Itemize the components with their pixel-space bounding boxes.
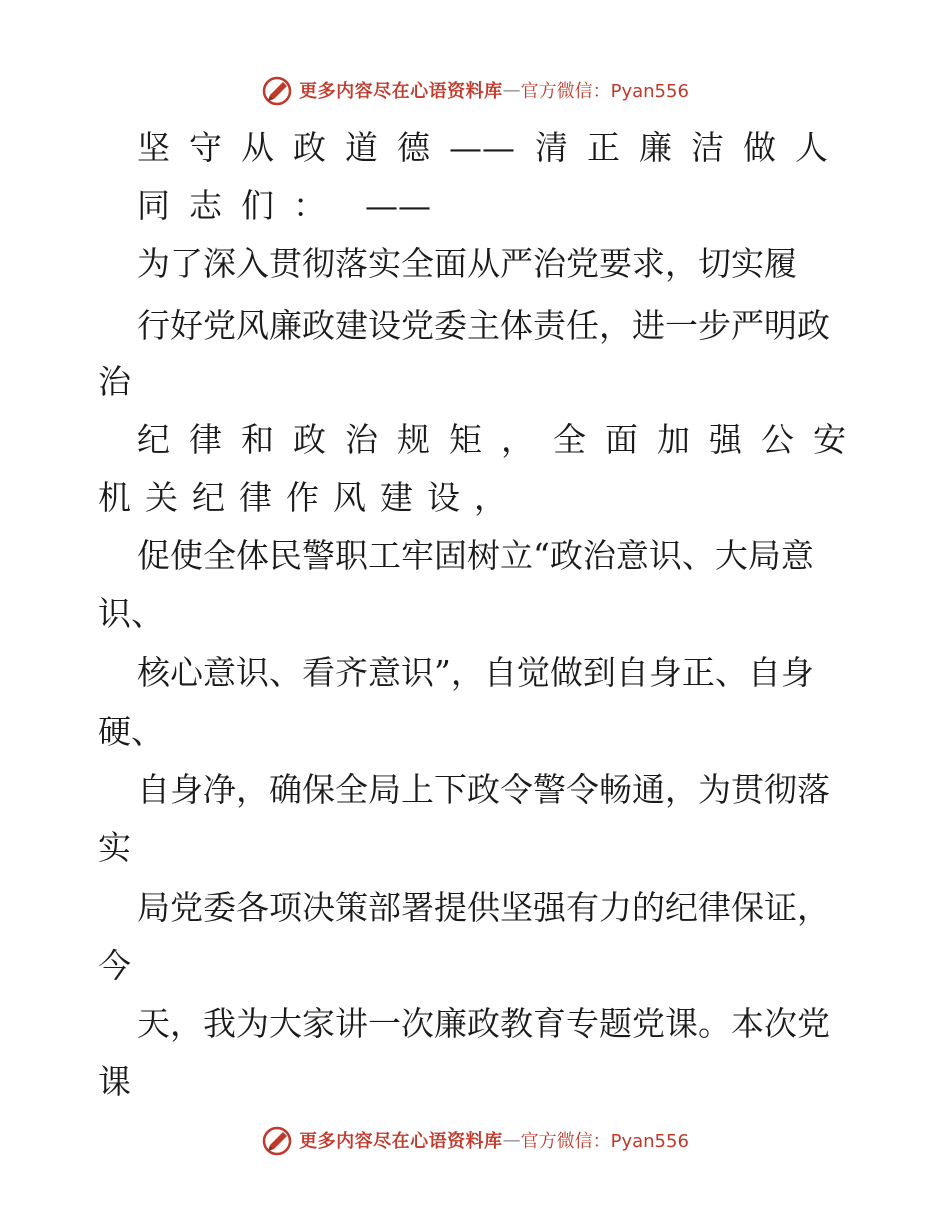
salutation-text: 同志们： — [137, 186, 345, 225]
banner-contact: 官方微信：Pyan556 — [520, 1131, 689, 1152]
title-left: 坚守从政道德 — [137, 128, 449, 167]
header-banner — [0, 70, 950, 110]
title-right: 清正廉洁做人 — [535, 128, 847, 167]
body-line: 核心意识、看齐意识”，自觉做到自身正、自身 — [137, 653, 814, 692]
title-dash: —— — [449, 128, 515, 167]
body-line: 促使全体民警职工牢固树立“政治意识、大局意 — [137, 536, 814, 575]
banner-separator: — — [502, 79, 521, 101]
body-line: 为了深入贯彻落实全面从严治党要求，切实履 — [137, 244, 797, 283]
footer-banner — [0, 1120, 950, 1160]
salutation-dash: —— — [365, 186, 431, 225]
body-line: 行好党风廉政建设党委主体责任，进一步严明政 — [137, 306, 830, 345]
body-line: 机关纪律作风建设， — [98, 478, 521, 517]
document-title — [137, 128, 847, 168]
body-line: 自身净，确保全局上下政令警令畅通，为贯彻落 — [137, 770, 830, 809]
body-line: 课 — [98, 1062, 131, 1101]
body-line: 实 — [98, 828, 131, 867]
salutation — [137, 186, 431, 226]
body-line: 天，我为大家讲一次廉政教育专题党课。本次党 — [137, 1004, 830, 1043]
banner-text: 更多内容尽在心语资料库 — [299, 81, 503, 102]
body-line: 识、 — [98, 594, 164, 633]
body-line: 今 — [98, 946, 131, 985]
body-line: 治 — [98, 362, 131, 401]
pen-logo-icon — [261, 1123, 295, 1157]
banner-contact: 官方微信：Pyan556 — [520, 81, 689, 102]
banner-text: 更多内容尽在心语资料库 — [299, 1131, 503, 1152]
body-line: 硬、 — [98, 712, 164, 751]
pen-logo-icon — [261, 73, 295, 107]
banner-separator: — — [502, 1129, 521, 1151]
body-line: 纪律和政治规矩，全面加强公安 — [137, 420, 865, 459]
body-line: 局党委各项决策部署提供坚强有力的纪律保证， — [137, 888, 830, 927]
